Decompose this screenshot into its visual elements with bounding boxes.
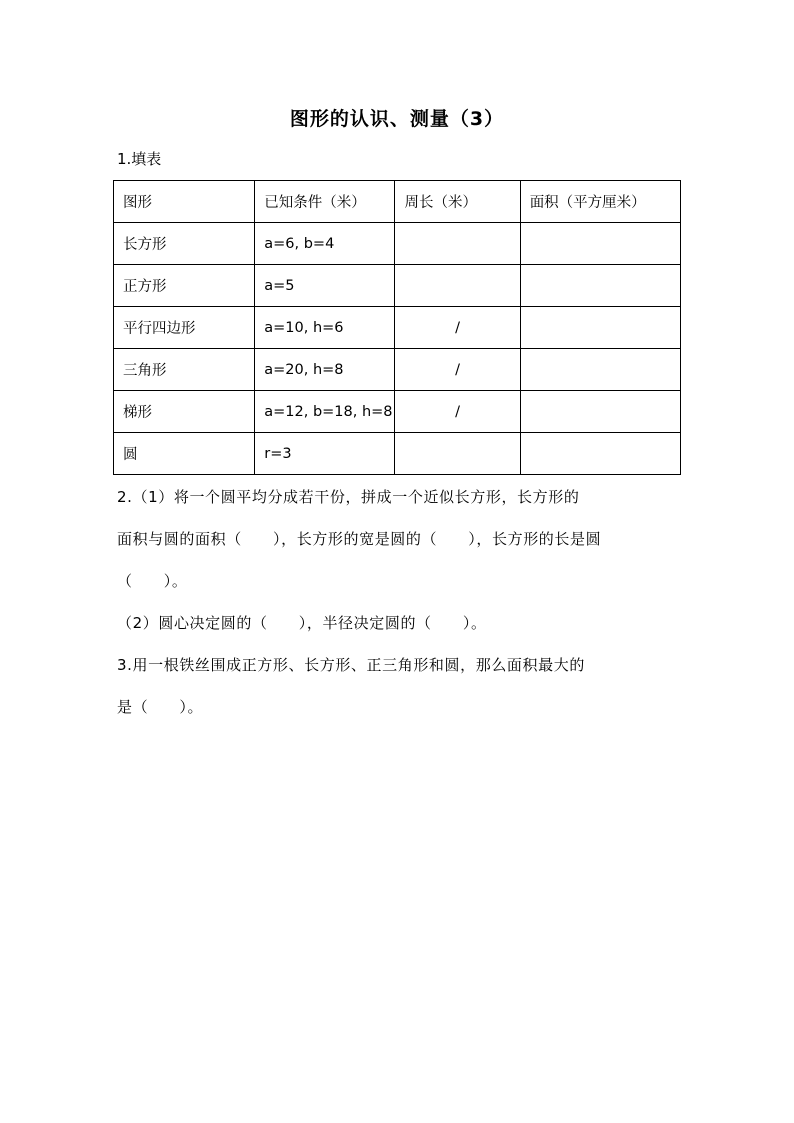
table-row xyxy=(114,223,681,265)
page-title: 图形的认识、测量（3） xyxy=(289,108,505,130)
cell-condition: r=3 xyxy=(255,433,395,475)
table-row xyxy=(114,391,681,433)
header-shape: 图形 xyxy=(114,181,255,223)
cell-shape: 圆 xyxy=(114,433,255,475)
table-row xyxy=(114,307,681,349)
cell-area[interactable] xyxy=(520,307,680,349)
cell-area[interactable] xyxy=(520,223,680,265)
cell-perimeter[interactable] xyxy=(395,265,520,307)
cell-condition: a=12, b=18, h=8 xyxy=(255,391,395,433)
question-2-line-4: （2）圆心决定圆的（ ），半径决定圆的（ ）。 xyxy=(117,614,487,632)
question-3-line-1: 3.用一根铁丝围成正方形、长方形、正三角形和圆，那么面积最大的 xyxy=(117,656,585,674)
cell-perimeter[interactable] xyxy=(395,433,520,475)
question-2-line-1: 2.（1）将一个圆平均分成若干份，拼成一个近似长方形，长方形的 xyxy=(117,488,580,506)
cell-condition: a=10, h=6 xyxy=(255,307,395,349)
table-header-row xyxy=(114,181,681,223)
header-area: 面积（平方厘米） xyxy=(520,181,680,223)
cell-condition: a=5 xyxy=(255,265,395,307)
cell-area[interactable] xyxy=(520,265,680,307)
question-3-line-2: 是（ ）。 xyxy=(117,698,204,716)
header-perimeter: 周长（米） xyxy=(395,181,520,223)
table-row xyxy=(114,433,681,475)
cell-area[interactable] xyxy=(520,349,680,391)
question-2-line-3: （ ）。 xyxy=(117,572,188,590)
question-2-line-2: 面积与圆的面积（ ），长方形的宽是圆的（ ），长方形的长是圆 xyxy=(117,530,602,548)
cell-perimeter: / xyxy=(395,349,520,391)
cell-shape: 长方形 xyxy=(114,223,255,265)
cell-shape: 平行四边形 xyxy=(114,307,255,349)
cell-perimeter: / xyxy=(395,307,520,349)
cell-condition: a=6, b=4 xyxy=(255,223,395,265)
cell-condition: a=20, h=8 xyxy=(255,349,395,391)
table-row xyxy=(114,265,681,307)
cell-shape: 正方形 xyxy=(114,265,255,307)
cell-area[interactable] xyxy=(520,433,680,475)
header-condition: 已知条件（米） xyxy=(255,181,395,223)
cell-perimeter: / xyxy=(395,391,520,433)
cell-perimeter[interactable] xyxy=(395,223,520,265)
question-1-label: 1.填表 xyxy=(117,150,162,168)
cell-shape: 三角形 xyxy=(114,349,255,391)
cell-shape: 梯形 xyxy=(114,391,255,433)
table-row xyxy=(114,349,681,391)
fill-in-table xyxy=(113,180,681,475)
cell-area[interactable] xyxy=(520,391,680,433)
